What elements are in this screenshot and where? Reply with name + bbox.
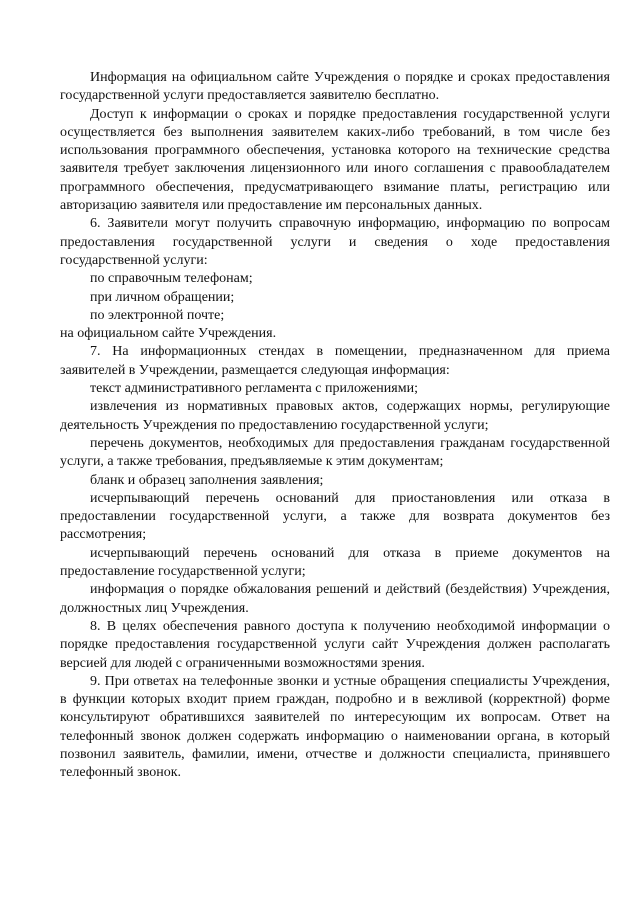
list-item-form: бланк и образец заполнения заявления; — [90, 472, 324, 488]
list-item-personal: при личном обращении; — [90, 289, 235, 305]
list-item-refusal: исчерпывающий перечень оснований для отказа в приеме документов на предоставление государственной услуги; — [60, 545, 610, 580]
list-item-documents: перечень документов, необходимых для предоставления гражданам государственной услуги, а также требования, предъявляемые к этим документам; — [60, 435, 610, 470]
paragraph-9: 9. При ответах на телефонные звонки и устные обращения специалисты Учреждения, в функции которых входит прием граждан, подробно и в вежливой (корректной) форме консультируют обратившихся заявителей по интересующим их вопросам. Ответ на телефонный звонок должен содержать информацию о наименовании органа, в который позвонил заявитель, фамилии, имени, отчестве и должности специалиста, принявшего телефонный звонок. — [60, 673, 610, 781]
list-item-email: по электронной почте; — [90, 307, 225, 323]
list-item-extracts: извлечения из нормативных правовых актов, содержащих нормы, регулирующие деятельность Учреждения по предоставлению государственной услуги; — [60, 399, 610, 433]
document-page — [60, 69, 610, 783]
list-item-regulation: текст административного регламента с приложениями; — [90, 381, 418, 397]
list-item-phone: по справочным телефонам; — [90, 271, 253, 287]
paragraph-7: 7. На информационных стендах в помещении, предназначенном для приема заявителей в Учреждении, размещается следующая информация: — [60, 344, 610, 378]
list-item-appeal: информация о порядке обжалования решений и действий (бездействия) Учреждения, должностных лиц Учреждения. — [60, 582, 610, 616]
paragraph-8: 8. В целях обеспечения равного доступа к получению необходимой информации о порядке предоставления государственной услуги сайт Учреждения должен располагать версией для людей с ограниченными возможностями зрения. — [60, 618, 610, 671]
paragraph-free-info: Информация на официальном сайте Учреждения о порядке и сроках предоставления государственной услуги предоставляется заявителю бесплатно. — [60, 70, 610, 104]
paragraph-6: 6. Заявители могут получить справочную информацию, информацию по вопросам предоставления государственной услуги и сведения о ходе предоставления государственной услуги: — [60, 216, 610, 268]
paragraph-access: Доступ к информации о сроках и порядке предоставления государственной услуги осуществляется без выполнения заявителем каких-либо требований, в том числе без использования программного обеспечения, установка которого на технические средства заявителя требует заключения лицензионного или иного соглашения с правообладателем программного обеспечения, предусматривающего взимание платы, регистрацию или авторизацию заявителя или предоставление им персональных данных. — [60, 106, 610, 214]
list-item-website: на официальном сайте Учреждения. — [60, 326, 277, 342]
list-item-suspension: исчерпывающий перечень оснований для приостановления или отказа в предоставлении государственной услуги, а также для возврата документов без рассмотрения; — [60, 490, 610, 543]
